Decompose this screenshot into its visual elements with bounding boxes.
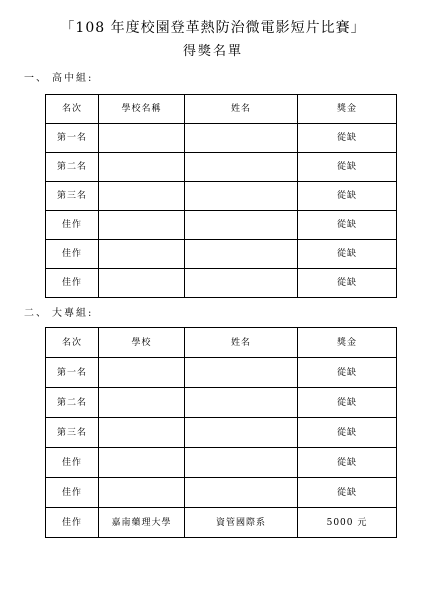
cell-school (99, 211, 185, 240)
header-name: 姓名 (185, 328, 298, 358)
section-heading-college (24, 308, 93, 320)
header-school: 學校名稱 (99, 95, 185, 124)
results-table-highschool (45, 94, 397, 298)
cell-rank: 佳作 (46, 508, 99, 538)
cell-school (99, 418, 185, 448)
cell-name (185, 388, 298, 418)
cell-name (185, 478, 298, 508)
header-prize: 獎金 (298, 328, 397, 358)
table-row (46, 269, 397, 298)
header-rank: 名次 (46, 95, 99, 124)
cell-school (99, 269, 185, 298)
cell-rank: 第二名 (46, 153, 99, 182)
cell-name (185, 211, 298, 240)
table-row (46, 182, 397, 211)
table-row (46, 448, 397, 478)
section-label: 高中組: (52, 73, 94, 84)
cell-school (99, 388, 185, 418)
cell-prize: 從缺 (298, 182, 397, 211)
document-subtitle: 得獎名單 (182, 44, 243, 59)
table-row (46, 240, 397, 269)
section-label: 大專組: (52, 308, 94, 319)
header-school: 學校 (99, 328, 185, 358)
cell-prize: 從缺 (298, 240, 397, 269)
cell-school (99, 153, 185, 182)
cell-rank: 佳作 (46, 448, 99, 478)
cell-prize: 從缺 (298, 269, 397, 298)
table-row (46, 153, 397, 182)
cell-school (99, 478, 185, 508)
cell-school (99, 240, 185, 269)
table-row (46, 418, 397, 448)
cell-name: 資管國際系 (185, 508, 298, 538)
header-name: 姓名 (185, 95, 298, 124)
section-number: 一、 (24, 73, 48, 84)
cell-prize: 從缺 (298, 211, 397, 240)
cell-school (99, 448, 185, 478)
cell-name (185, 182, 298, 211)
cell-school (99, 124, 185, 153)
header-prize: 獎金 (298, 95, 397, 124)
cell-prize: 從缺 (298, 124, 397, 153)
cell-rank: 第三名 (46, 182, 99, 211)
cell-prize: 5000 元 (298, 508, 397, 538)
table-row (46, 211, 397, 240)
cell-rank: 第三名 (46, 418, 99, 448)
cell-name (185, 448, 298, 478)
cell-name (185, 240, 298, 269)
cell-prize: 從缺 (298, 388, 397, 418)
cell-school (99, 358, 185, 388)
cell-name (185, 124, 298, 153)
results-table-college (45, 327, 397, 538)
cell-prize: 從缺 (298, 418, 397, 448)
table-row (46, 388, 397, 418)
cell-rank: 佳作 (46, 269, 99, 298)
cell-prize: 從缺 (298, 478, 397, 508)
cell-school (99, 182, 185, 211)
table-row (46, 124, 397, 153)
section-number: 二、 (24, 308, 48, 319)
table-row (46, 478, 397, 508)
cell-name (185, 418, 298, 448)
cell-rank: 第二名 (46, 388, 99, 418)
cell-prize: 從缺 (298, 153, 397, 182)
cell-prize: 從缺 (298, 448, 397, 478)
table-header-row (46, 95, 397, 124)
cell-school: 嘉南藥理大學 (99, 508, 185, 538)
cell-name (185, 269, 298, 298)
table-header-row (46, 328, 397, 358)
section-heading-highschool (24, 73, 93, 85)
cell-rank: 佳作 (46, 211, 99, 240)
cell-name (185, 358, 298, 388)
document-title: 「108 年度校園登革熱防治微電影短片比賽」 (60, 20, 366, 36)
header-rank: 名次 (46, 328, 99, 358)
cell-prize: 從缺 (298, 358, 397, 388)
cell-rank: 第一名 (46, 124, 99, 153)
cell-rank: 佳作 (46, 240, 99, 269)
cell-rank: 佳作 (46, 478, 99, 508)
table-row (46, 508, 397, 538)
table-row (46, 358, 397, 388)
cell-name (185, 153, 298, 182)
cell-rank: 第一名 (46, 358, 99, 388)
